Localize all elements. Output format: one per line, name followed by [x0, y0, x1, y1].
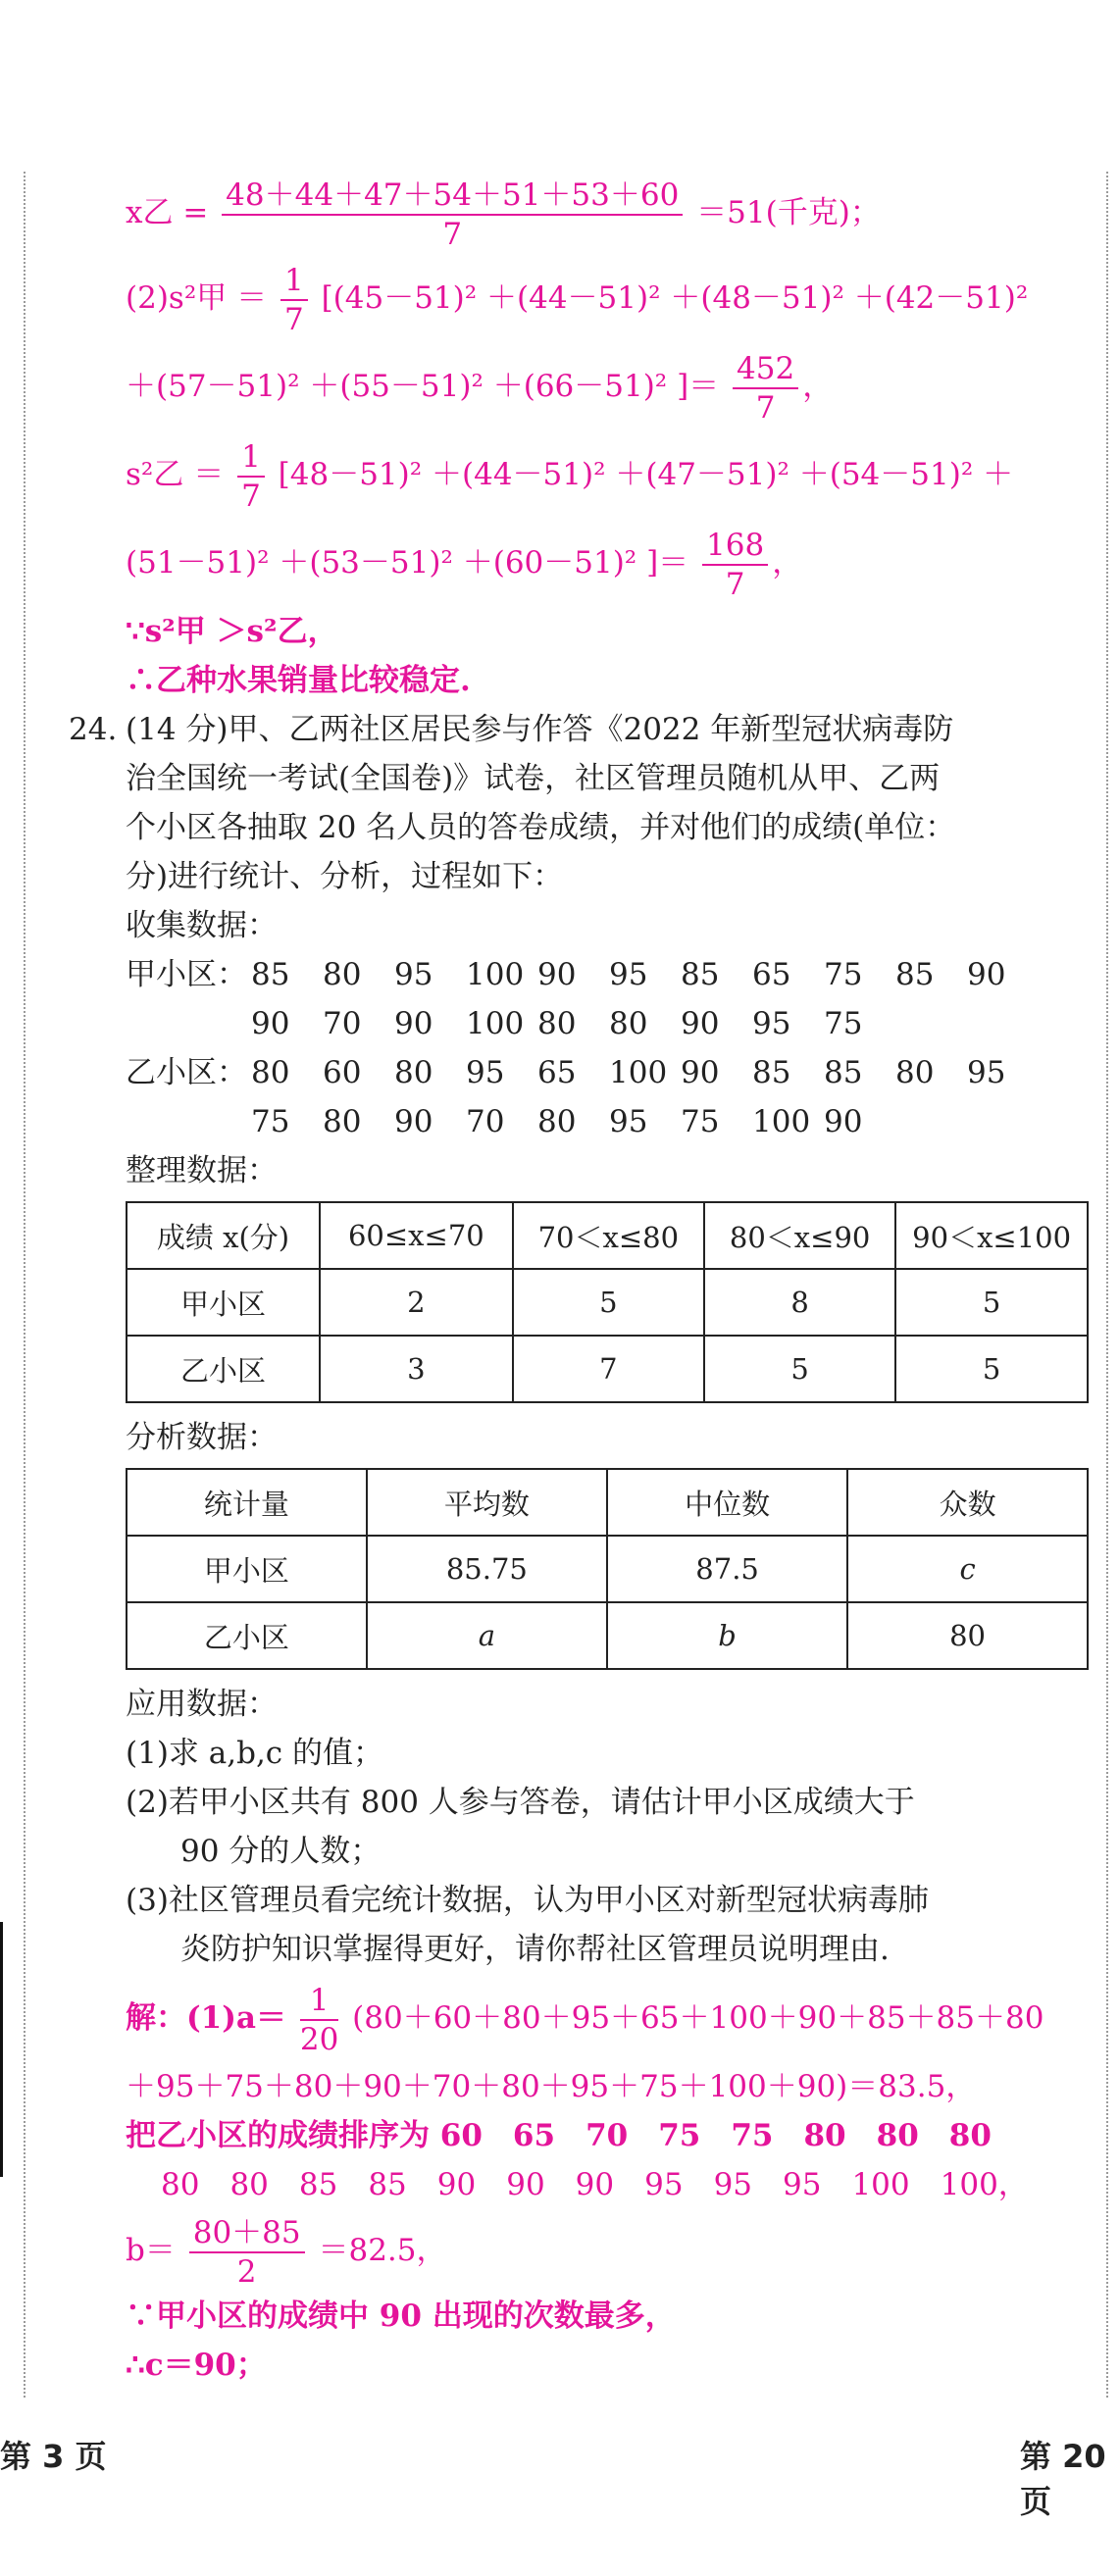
- variance-jia-line2: [126, 342, 1096, 430]
- data-value: 80: [895, 1055, 935, 1090]
- solution-line-7: ∴c＝90；: [126, 2348, 267, 2383]
- yi-data-row-1: [126, 1048, 1096, 1097]
- punctuation: ，: [772, 545, 803, 581]
- data-value: 85: [895, 957, 935, 992]
- right-dotted-border: [1106, 172, 1108, 2398]
- data-value: 80: [537, 1006, 577, 1041]
- conclusion-line: ∴乙种水果销量比较稳定.: [126, 663, 471, 698]
- data-value: 80: [609, 1006, 648, 1041]
- data-value: 100: [466, 1006, 525, 1041]
- solution-lhs: 解：(1)a＝: [126, 2000, 286, 2036]
- jia-values-2: [251, 999, 895, 1048]
- data-value: 90: [681, 1006, 720, 1041]
- frequency-table: [126, 1201, 1089, 1403]
- data-value: 90: [967, 957, 1006, 992]
- yi-data-row-2: [126, 1097, 1096, 1146]
- data-value: 85: [752, 1055, 791, 1090]
- data-value: 95: [609, 1104, 648, 1139]
- mean-yi-lhs: x乙 =: [126, 195, 209, 230]
- variance-yi-fraction: [237, 438, 265, 515]
- fraction-denominator: 7: [442, 216, 463, 252]
- data-value: 85: [824, 1055, 863, 1090]
- solution-rhs: (80＋60＋80＋95＋65＋100＋90＋85＋85＋80: [352, 2000, 1044, 2036]
- data-value: 90: [394, 1006, 433, 1041]
- apply-label: 应用数据：: [126, 1687, 278, 1722]
- fraction-numerator: 80＋85: [189, 2214, 305, 2253]
- table-row: [127, 1602, 1088, 1669]
- data-value: 80: [251, 1055, 290, 1090]
- table-cell: 5: [895, 1336, 1088, 1402]
- mean-yi-rhs: ＝51(千克)；: [696, 195, 881, 230]
- table-cell: c: [847, 1536, 1088, 1602]
- fraction-numerator: 1: [300, 1982, 338, 2021]
- question-number: 24.: [69, 712, 118, 747]
- table-header-cell: 80＜x≤90: [704, 1202, 895, 1269]
- fraction-denominator: 7: [241, 478, 261, 514]
- variance-jia-line1: [126, 254, 1096, 342]
- question-line-3: 个小区各抽取 20 名人员的答卷成绩，并对他们的成绩(单位：: [126, 810, 956, 845]
- table-cell: 5: [895, 1269, 1088, 1336]
- variance-jia-result-fraction: [733, 350, 798, 427]
- fraction-numerator: 452: [733, 350, 798, 389]
- variance-yi-line2: [126, 519, 1096, 607]
- question-line-4: 分)进行统计、分析，过程如下：: [126, 859, 564, 894]
- table-cell: a: [367, 1602, 607, 1669]
- data-value: 100: [466, 957, 525, 992]
- data-value: 80: [323, 957, 362, 992]
- table-cell: 8: [704, 1269, 895, 1336]
- page-number-right: 第 20 页: [1020, 2438, 1106, 2520]
- data-value: 80: [537, 1104, 577, 1139]
- table-cell: 85.75: [367, 1536, 607, 1602]
- organize-label: 整理数据：: [126, 1153, 278, 1188]
- data-value: 70: [466, 1104, 505, 1139]
- variance-jia-cont: ＋(57－51)² ＋(55－51)² ＋(66－51)² ]＝: [126, 369, 720, 404]
- yi-label: 乙小区：: [126, 1055, 247, 1090]
- variance-yi-cont: (51－51)² ＋(53－51)² ＋(60－51)² ]＝: [126, 545, 689, 581]
- table-cell: b: [607, 1602, 847, 1669]
- variance-jia-fraction: [280, 262, 308, 338]
- question-line-1: (14 分)甲、乙两社区居民参与作答《2022 年新型冠状病毒防: [126, 712, 954, 747]
- jia-data-row-1: [126, 950, 1096, 999]
- table-cell: 5: [513, 1269, 704, 1336]
- mean-yi-line: [126, 172, 1096, 254]
- sub-question-3-line-2: 炎防护知识掌握得更好，请你帮社区管理员说明理由.: [180, 1932, 890, 1967]
- fraction-denominator: 7: [283, 301, 304, 337]
- fraction-denominator: 20: [299, 2021, 339, 2057]
- punctuation: ，: [802, 369, 834, 404]
- fraction-numerator: 1: [237, 438, 265, 478]
- variance-yi-lhs: s²乙 ＝: [126, 457, 225, 492]
- table-header-cell: 成绩 x(分): [127, 1202, 320, 1269]
- yi-values-2: [251, 1097, 895, 1146]
- solution-line-6: ∵甲小区的成绩中 90 出现的次数最多，: [126, 2298, 676, 2334]
- jia-data-row-2: [126, 999, 1096, 1048]
- solution-b-fraction: [189, 2214, 305, 2291]
- data-value: 60: [323, 1055, 362, 1090]
- solution-line-4: 80 80 85 85 90 90 90 95 95 95 100 100，: [161, 2167, 1029, 2202]
- binding-bar: [0, 1922, 3, 2177]
- fraction-numerator: 1: [280, 262, 308, 301]
- table-header-cell: 平均数: [367, 1469, 607, 1536]
- page-number-left: 第 3 页: [0, 2438, 107, 2475]
- solution-line-5: [126, 2209, 1096, 2292]
- fraction-numerator: 48＋44＋47＋54＋51＋53＋60: [222, 177, 683, 216]
- jia-label: 甲小区：: [126, 957, 247, 992]
- data-value: 100: [752, 1104, 811, 1139]
- data-value: 65: [752, 957, 791, 992]
- table-cell: 7: [513, 1336, 704, 1402]
- solution-fraction: [300, 1982, 338, 2058]
- left-dotted-border: [24, 172, 25, 2398]
- fraction-denominator: 2: [236, 2253, 257, 2290]
- table-cell: 5: [704, 1336, 895, 1402]
- data-value: 75: [824, 1006, 863, 1041]
- data-value: 90: [537, 957, 577, 992]
- data-value: 90: [394, 1104, 433, 1139]
- data-value: 95: [967, 1055, 1006, 1090]
- question-line-2: 治全国统一考试(全国卷)》试卷，社区管理员随机从甲、乙两: [126, 761, 941, 796]
- table-cell: 甲小区: [127, 1536, 367, 1602]
- table-header-row: [127, 1469, 1088, 1536]
- table-header-row: [127, 1202, 1088, 1269]
- variance-yi-result-fraction: [702, 527, 768, 603]
- table-cell: 80: [847, 1602, 1088, 1669]
- data-value: 80: [394, 1055, 433, 1090]
- table-cell: 乙小区: [127, 1602, 367, 1669]
- mean-yi-fraction: [222, 177, 683, 253]
- yi-values-1: [251, 1048, 1039, 1097]
- because-line: ∵s²甲 ＞s²乙，: [126, 614, 338, 649]
- variance-yi-line1: [126, 430, 1096, 519]
- table-header-cell: 60≤x≤70: [320, 1202, 513, 1269]
- sub-question-2-line-2: 90 分的人数；: [180, 1834, 382, 1869]
- variance-jia-lhs: (2)s²甲 ＝: [126, 280, 268, 316]
- table-cell: 3: [320, 1336, 513, 1402]
- fraction-denominator: 7: [755, 389, 776, 426]
- data-value: 75: [251, 1104, 290, 1139]
- solution-line-3: 把乙小区的成绩排序为 60 65 70 75 75 80 80 80: [126, 2118, 992, 2153]
- fraction-denominator: 7: [725, 566, 745, 602]
- solution-line-2: ＋95＋75＋80＋90＋70＋80＋95＋75＋100＋90)＝83.5，: [126, 2069, 977, 2104]
- table-cell: 87.5: [607, 1536, 847, 1602]
- statistics-table: [126, 1468, 1089, 1670]
- data-value: 95: [394, 957, 433, 992]
- table-header-cell: 众数: [847, 1469, 1088, 1536]
- analyze-label: 分析数据：: [126, 1420, 278, 1455]
- table-header-cell: 70＜x≤80: [513, 1202, 704, 1269]
- table-cell: 2: [320, 1269, 513, 1336]
- table-header-cell: 统计量: [127, 1469, 367, 1536]
- data-value: 65: [537, 1055, 577, 1090]
- data-value: 85: [681, 957, 720, 992]
- sub-question-1: (1)求 a,b,c 的值；: [126, 1736, 384, 1771]
- table-header-cell: 90＜x≤100: [895, 1202, 1088, 1269]
- data-value: 95: [752, 1006, 791, 1041]
- fraction-numerator: 168: [702, 527, 768, 566]
- sub-question-2-line-1: (2)若甲小区共有 800 人参与答卷，请估计甲小区成绩大于: [126, 1785, 915, 1820]
- variance-jia-rhs: [(45－51)² ＋(44－51)² ＋(48－51)² ＋(42－51)²: [321, 280, 1029, 316]
- data-value: 90: [681, 1055, 720, 1090]
- table-row: [127, 1536, 1088, 1602]
- data-value: 80: [323, 1104, 362, 1139]
- data-value: 95: [609, 957, 648, 992]
- data-value: 90: [251, 1006, 290, 1041]
- question-24: [69, 705, 1096, 901]
- table-cell: 乙小区: [127, 1336, 320, 1402]
- data-value: 75: [681, 1104, 720, 1139]
- table-row: [127, 1269, 1088, 1336]
- solution-b-rhs: ＝82.5，: [318, 2233, 447, 2268]
- table-row: [127, 1336, 1088, 1402]
- jia-values-1: [251, 950, 1039, 999]
- solution-line-1: [126, 1974, 1096, 2062]
- content: [69, 172, 1096, 2390]
- data-value: 90: [824, 1104, 863, 1139]
- table-cell: 甲小区: [127, 1269, 320, 1336]
- variance-yi-rhs: [48－51)² ＋(44－51)² ＋(47－51)² ＋(54－51)² ＋: [278, 457, 1014, 492]
- table-header-cell: 中位数: [607, 1469, 847, 1536]
- data-value: 75: [824, 957, 863, 992]
- data-value: 85: [251, 957, 290, 992]
- sub-question-3-line-1: (3)社区管理员看完统计数据，认为甲小区对新型冠状病毒肺: [126, 1883, 929, 1918]
- data-value: 70: [323, 1006, 362, 1041]
- data-value: 100: [609, 1055, 668, 1090]
- data-value: 95: [466, 1055, 505, 1090]
- collect-label: 收集数据：: [126, 908, 278, 943]
- solution-b-lhs: b＝: [126, 2233, 176, 2268]
